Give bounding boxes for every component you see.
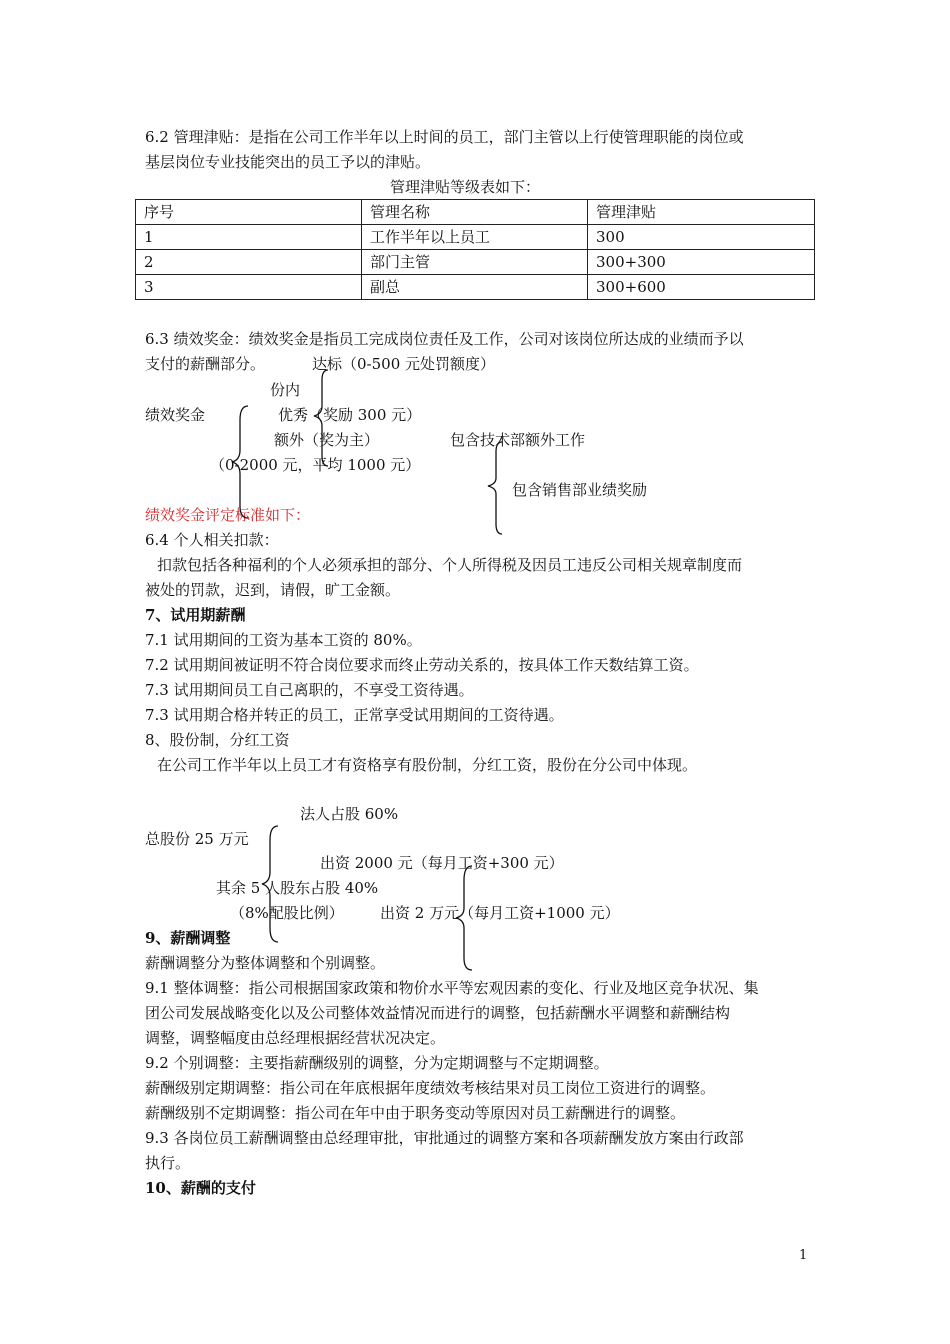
s62-line2: 基层岗位专业技能突出的员工予以的津贴。 — [145, 153, 431, 171]
bonus-dabiao: 达标（0-500 元处罚额度） — [312, 355, 496, 373]
s9-line: 9.3 各岗位员工薪酬调整由总经理审批，审批通过的调整方案和各项薪酬发放方案由行政部 — [145, 1129, 744, 1147]
bonus-brace-sub — [310, 368, 332, 468]
s7-title: 7、试用期薪酬 — [145, 606, 246, 624]
bonus-jishu: 包含技术部额外工作 — [450, 431, 586, 449]
s9-line: 薪酬级别不定期调整：指公司在年中由于职务变动等原因对员工薪酬进行的调整。 — [145, 1104, 686, 1122]
table-cell: 3 — [136, 275, 362, 300]
table-row — [136, 225, 815, 250]
header-cell-name: 管理名称 — [362, 200, 588, 225]
s9-line: 薪酬级别定期调整：指公司在年底根据年度绩效考核结果对员工岗位工资进行的调整。 — [145, 1079, 716, 1097]
page-number: 1 — [799, 1248, 808, 1263]
s9-line: 团公司发展战略变化以及公司整体效益情况而进行的调整，包括薪酬水平调整和薪酬结构 — [145, 1004, 731, 1022]
bonus-standard-heading: 绩效奖金评定标准如下： — [145, 506, 311, 524]
table-cell: 工作半年以上员工 — [362, 225, 588, 250]
bonus-fennei: 份内 — [270, 381, 301, 399]
s10-title: 10、薪酬的支付 — [145, 1179, 256, 1197]
s64-line1: 扣款包括各种福利的个人必须承担的部分、个人所得税及因员工违反公司相关规章制度而 — [157, 556, 743, 574]
bonus-brace-ewai — [484, 440, 506, 536]
share-faren: 法人占股 60% — [300, 805, 399, 823]
bonus-youxiu: 优秀（奖励 300 元） — [278, 406, 422, 424]
share-brace-sub — [452, 864, 476, 974]
s7-item: 7.3 试用期间员工自己离职的，不享受工资待遇。 — [145, 681, 474, 699]
header-cell-allowance: 管理津贴 — [588, 200, 815, 225]
table-cell: 300 — [588, 225, 815, 250]
s7-item: 7.1 试用期间的工资为基本工资的 80%。 — [145, 631, 422, 649]
s9-intro: 薪酬调整分为整体调整和个别调整。 — [145, 954, 386, 972]
share-chuzi1: 出资 2000 元（每月工资+300 元） — [320, 854, 564, 872]
s63-line1: 6.3 绩效奖金：绩效奖金是指员工完成岗位责任及工作，公司对该岗位所达成的业绩而予以 — [145, 330, 744, 348]
table-cell: 副总 — [362, 275, 588, 300]
share-brace-main — [258, 822, 282, 946]
bonus-xiaoshou: 包含销售部业绩奖励 — [512, 481, 648, 499]
table-cell: 300+600 — [588, 275, 815, 300]
s9-line: 9.1 整体调整：指公司根据国家政策和物价水平等宏观因素的变化、行业及地区竞争状况、集 — [145, 979, 759, 997]
table-row — [136, 275, 815, 300]
s62-line1: 6.2 管理津贴：是指在公司工作半年以上时间的员工，部门主管以上行使管理职能的岗位或 — [145, 128, 744, 146]
table-cell: 1 — [136, 225, 362, 250]
s8-line1: 在公司工作半年以上员工才有资格享有股份制，分红工资，股份在分公司中体现。 — [157, 756, 698, 774]
header-cell-index: 序号 — [136, 200, 362, 225]
share-total: 总股份 25 万元 — [145, 830, 249, 848]
table-caption: 管理津贴等级表如下： — [390, 178, 541, 196]
share-qiyu: 其余 5 人股东占股 40% — [216, 879, 379, 897]
s7-item: 7.3 试用期合格并转正的员工，正常享受试用期间的工资待遇。 — [145, 706, 564, 724]
s9-line: 调整，调整幅度由总经理根据经营状况决定。 — [145, 1029, 446, 1047]
table-header-row — [136, 200, 815, 225]
table-cell: 2 — [136, 250, 362, 275]
s9-line: 执行。 — [145, 1154, 191, 1172]
table-cell: 部门主管 — [362, 250, 588, 275]
bonus-brace-main — [226, 402, 254, 522]
s9-title: 9、薪酬调整 — [145, 929, 231, 947]
allowance-table — [135, 199, 815, 300]
table-row — [136, 250, 815, 275]
s64-title: 6.4 个人相关扣款： — [145, 531, 279, 549]
share-chuzi2: 出资 2 万元（每月工资+1000 元） — [380, 904, 620, 922]
bonus-range: （0-2000 元，平均 1000 元） — [210, 456, 421, 474]
bonus-root: 绩效奖金 — [145, 406, 206, 424]
bonus-ewai: 额外（奖为主） — [274, 431, 380, 449]
table-cell: 300+300 — [588, 250, 815, 275]
s64-line2: 被处的罚款，迟到，请假，旷工金额。 — [145, 581, 401, 599]
s63-line2: 支付的薪酬部分。 — [145, 355, 266, 373]
s8-title: 8、股份制，分红工资 — [145, 731, 290, 749]
s7-item: 7.2 试用期间被证明不符合岗位要求而终止劳动关系的，按具体工作天数结算工资。 — [145, 656, 699, 674]
s9-line: 9.2 个别调整：主要指薪酬级别的调整，分为定期调整与不定期调整。 — [145, 1054, 609, 1072]
share-ratio: （8%配股比例） — [230, 904, 344, 922]
